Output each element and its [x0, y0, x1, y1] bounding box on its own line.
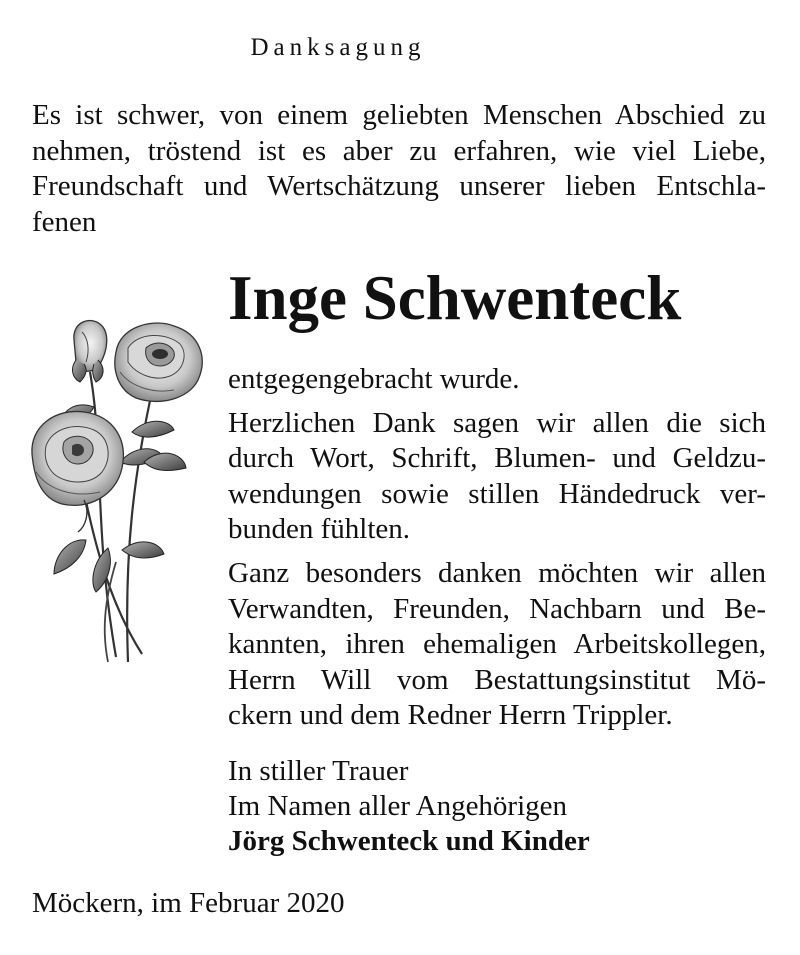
deceased-name: Inge Schwenteck [228, 263, 682, 333]
paragraph-3 [228, 556, 766, 734]
signature-mourning: In stiller Trauer [228, 755, 409, 787]
body-line: entgegengebracht wurde. [228, 363, 520, 395]
signature-names: Jörg Schwenteck und Kinder [228, 825, 590, 857]
paragraph-2 [228, 406, 766, 548]
thanks-body [228, 362, 766, 742]
intro-line: fenen [32, 205, 97, 238]
intro-line: Freundschaft und Wertschätzung unserer lieben Entschla- [32, 170, 766, 202]
body-line: ckern und dem Redner Herrn Trippler. [228, 699, 673, 732]
intro-paragraph [32, 98, 766, 240]
signature-block [228, 754, 590, 859]
rose-bloom-bottom [32, 411, 123, 532]
body-line: kannten, ihren ehemaligen Arbeitskollegen, [228, 628, 766, 661]
body-line: bunden fühlten. [228, 513, 411, 546]
body-line: durch Wort, Schrift, Blumen- und Geldzu- [228, 442, 766, 475]
notice-heading: Danksagung [250, 34, 426, 61]
intro-line: nehmen, tröstend ist es aber zu erfahren, wie viel Liebe, [32, 134, 766, 167]
body-line: Ganz besonders danken möchten wir allen [228, 556, 766, 589]
body-line: Herrn Will vom Bestattungsinstitut Mö- [228, 663, 766, 696]
signature-relatives: Im Namen aller Angehörigen [228, 790, 568, 822]
body-line: Herzlichen Dank sagen wir allen die sich [228, 406, 766, 439]
body-line: Verwandten, Freunden, Nachbarn und Be- [228, 592, 766, 625]
roses-illustration [24, 312, 216, 674]
intro-line: Es ist schwer, von einem geliebten Menschen Abschied zu [32, 99, 766, 131]
place-date: Möckern, im Februar 2020 [32, 887, 345, 919]
paragraph-1 [228, 362, 766, 398]
body-line: wendungen sowie stillen Händedruck ver- [228, 477, 766, 510]
rose-bloom-top [115, 323, 202, 401]
